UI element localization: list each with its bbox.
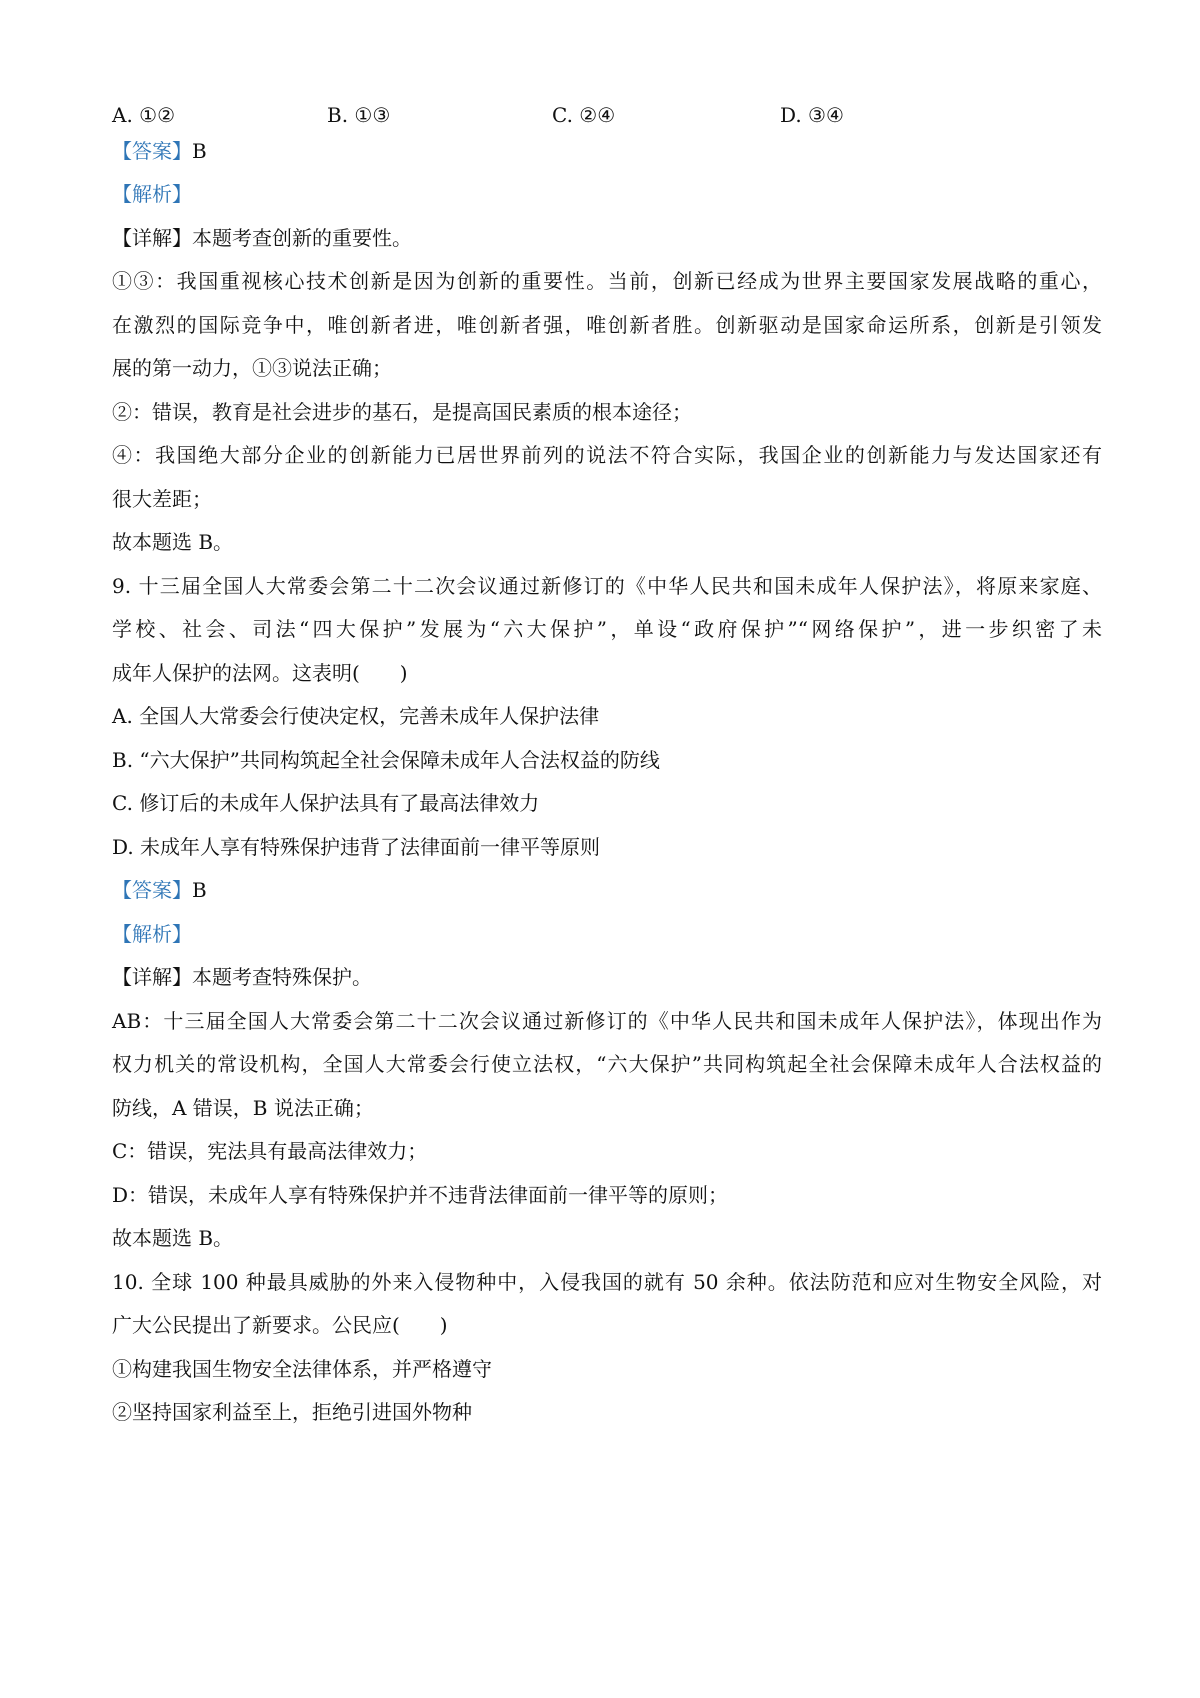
q9-line-5: D：错误，未成年人享有特殊保护并不违背法律面前一律平等的原则； [112, 1183, 729, 1207]
q8-option-c: C. ②④ [552, 103, 616, 127]
answer-value: B [192, 139, 207, 163]
q8-line-3: 展的第一动力，①③说法正确； [112, 356, 392, 380]
q9-line-2: 权力机关的常设机构，全国人大常委会行使立法权，“六大保护”共同构筑起全社会保障未成年人合法权益的 [112, 1052, 1102, 1076]
q9-option-b: B. “六大保护”共同构筑起全社会保障未成年人合法权益的防线 [112, 748, 660, 772]
q9-stem-3: 成年人保护的法网。这表明( ) [112, 661, 408, 685]
q9-option-a: A. 全国人大常委会行使决定权，完善未成年人保护法律 [112, 704, 600, 728]
q10-item-1: ①构建我国生物安全法律体系，并严格遵守 [112, 1357, 492, 1381]
q9-option-d: D. 未成年人享有特殊保护违背了法律面前一律平等原则 [112, 835, 601, 859]
answer-tag: 【答案】 [112, 878, 192, 902]
q8-option-d: D. ③④ [780, 103, 844, 127]
q9-answer [112, 875, 1102, 905]
q9-line-6: 故本题选 B。 [112, 1226, 234, 1250]
q9-option-c: C. 修订后的未成年人保护法具有了最高法律效力 [112, 791, 540, 815]
q8-option-b: B. ①③ [327, 103, 391, 127]
q8-line-6: 很大差距； [112, 487, 212, 511]
q8-answer [112, 136, 1102, 166]
q8-line-1: ①③：我国重视核心技术创新是因为创新的重要性。当前，创新已经成为世界主要国家发展战略的重心， [112, 269, 1102, 293]
q8-analysis-tag: 【解析】 [112, 182, 192, 206]
q10-item-2: ②坚持国家利益至上，拒绝引进国外物种 [112, 1400, 472, 1424]
q8-line-5: ④：我国绝大部分企业的创新能力已居世界前列的说法不符合实际，我国企业的创新能力与发达国家还有 [112, 443, 1102, 467]
q9-stem-1: 9. 十三届全国人大常委会第二十二次会议通过新修订的《中华人民共和国未成年人保护法》，将原来家庭、 [112, 574, 1102, 598]
q10-stem-2: 广大公民提出了新要求。公民应( ) [112, 1313, 448, 1337]
q9-line-1: AB：十三届全国人大常委会第二十二次会议通过新修订的《中华人民共和国未成年人保护法》，体现出作为 [112, 1009, 1102, 1033]
answer-tag: 【答案】 [112, 139, 192, 163]
q8-line-2: 在激烈的国际竞争中，唯创新者进，唯创新者强，唯创新者胜。创新驱动是国家命运所系，创新是引领发 [112, 313, 1102, 337]
q9-line-4: C：错误，宪法具有最高法律效力； [112, 1139, 428, 1163]
q9-detail: 【详解】本题考查特殊保护。 [112, 965, 372, 989]
q8-line-4: ②：错误，教育是社会进步的基石，是提高国民素质的根本途径； [112, 400, 692, 424]
q8-options [112, 100, 1102, 130]
q10-stem-1: 10. 全球 100 种最具威胁的外来入侵物种中，入侵我国的就有 50 余种。依法防范和应对生物安全风险，对 [112, 1270, 1102, 1294]
q8-detail: 【详解】本题考查创新的重要性。 [112, 226, 412, 250]
q8-option-a: A. ①② [112, 103, 176, 127]
q9-stem-2: 学校、社会、司法“四大保护”发展为“六大保护”，单设“政府保护”“网络保护”，进一步织密了未 [112, 617, 1102, 641]
q9-line-3: 防线，A 错误，B 说法正确； [112, 1096, 374, 1120]
q8-line-7: 故本题选 B。 [112, 530, 234, 554]
q9-analysis-tag: 【解析】 [112, 922, 192, 946]
answer-value: B [192, 878, 207, 902]
